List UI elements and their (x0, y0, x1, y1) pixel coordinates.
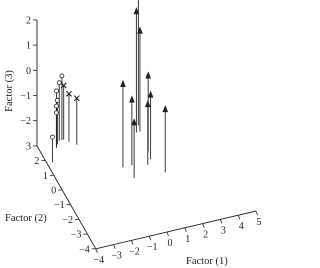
y-tick-label: 1 (42, 170, 48, 182)
y-tick-label: 0 (51, 185, 57, 197)
data-point-arrow (129, 96, 134, 102)
y-tick-label: −2 (62, 214, 73, 226)
data-point-arrow (132, 119, 137, 125)
x-tick-label: 2 (203, 229, 209, 241)
x-tick-label: 0 (167, 238, 173, 249)
z-tick-label: 1 (26, 40, 31, 52)
chart-markers (50, 0, 167, 139)
x-tick-mark (114, 245, 116, 249)
data-point-circle (55, 98, 59, 102)
x-tick-mark (149, 236, 151, 240)
x-tick-label: −2 (129, 246, 140, 258)
x-tick-mark (96, 249, 98, 253)
data-point-circle (57, 81, 61, 85)
x-tick-mark (220, 219, 222, 223)
x-axis-line (96, 211, 256, 249)
y-axis-line (37, 146, 96, 249)
y-tick-label: 3 (26, 141, 31, 153)
z-axis-title: Factor (3) (4, 70, 15, 112)
z-tick-label: 2 (26, 15, 31, 27)
data-point-circle (50, 135, 54, 139)
x-tick-label: 5 (256, 217, 262, 228)
chart-stems (52, 0, 165, 178)
z-tick-label: −2 (20, 116, 31, 128)
x-tick-label: 1 (185, 233, 191, 245)
x-tick-label: −1 (146, 242, 158, 254)
x-tick-mark (185, 228, 187, 232)
x-axis-title: Factor (1) (186, 256, 228, 267)
data-point-circle (55, 89, 59, 93)
data-point-arrow (121, 81, 126, 87)
y-axis-title: Factor (2) (5, 213, 47, 224)
x-tick-mark (238, 215, 240, 219)
chart-labels (4, 70, 228, 267)
data-point-arrow (148, 91, 153, 97)
x-tick-mark (167, 232, 169, 236)
y-tick-label: −3 (70, 229, 82, 241)
x-tick-label: 4 (238, 221, 244, 233)
data-point-circle (54, 104, 58, 108)
data-point-arrow (146, 72, 151, 78)
x-tick-label: −4 (93, 254, 105, 266)
data-point-arrow (145, 101, 150, 107)
x-tick-label: 3 (220, 225, 226, 237)
x-tick-mark (256, 211, 258, 215)
z-tick-label: −1 (20, 91, 31, 102)
data-point-arrow (163, 106, 168, 112)
x-tick-mark (131, 240, 133, 244)
data-point-circle (54, 111, 58, 115)
y-tick-label: −1 (53, 200, 65, 212)
x-tick-mark (203, 224, 205, 228)
x-tick-label: −3 (111, 250, 122, 262)
data-point-circle (60, 74, 64, 78)
y-tick-label: −4 (79, 244, 90, 256)
z-tick-label: 0 (26, 65, 31, 77)
y-tick-label: 2 (34, 156, 40, 168)
